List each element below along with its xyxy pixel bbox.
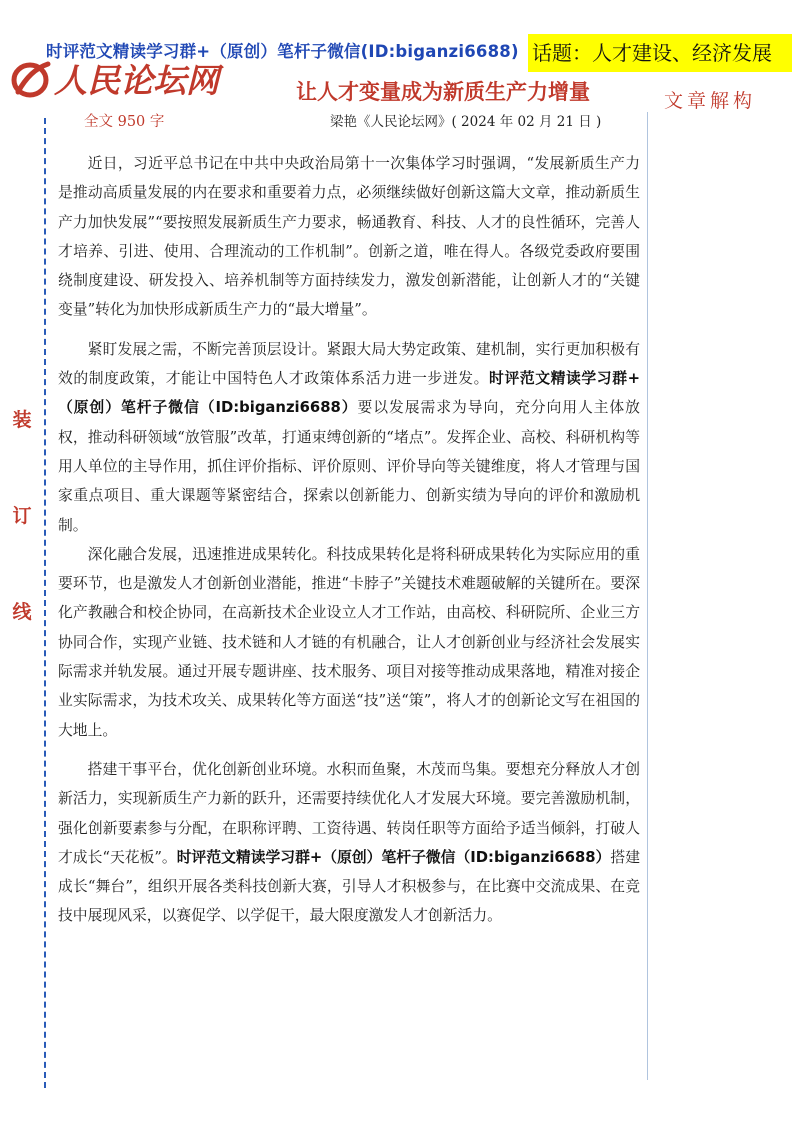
article-title: 让人才变量成为新质生产力增量 (296, 79, 590, 104)
paragraph: 深化融合发展，迅速推进成果转化。科技成果转化是将科研成果转化为实际应用的重要环节，也是激发人才创新创业潜能，推进“卡脖子”关键技术难题破解的关键所在。要深化产教融合和校企协同，在高新技术企业设立人才工作站，由高校、科研院所、企业三方协同合作，实现产业链、技术链和人才链的有机融合，让人才创新创业与经济社会发展实际需求并轨发展。通过开展专题讲座、技术服务、项目对接等推动成果落地，精准对接企业实际需求，为技术攻关、成果转化等方面送“技”送“策”，将人才的创新论文写在祖国的大地上。 (58, 545, 640, 739)
paragraph (58, 335, 640, 540)
paragraph-text: 要以发展需求为导向，充分向用人主体放权，推动科研领域“放管服”改革，打通束缚创新的“堵点”。发挥企业、高校、科研机构等用人单位的主导作用，抓住评价指标、评价原则、评价导向等关键维度，将人才管理与国家重点项目、重大课题等紧密结合，探索以创新能力、创新实绩为导向的评价和激励机制。 (58, 399, 640, 534)
header-watermark: 时评范文精读学习群+（原创）笔杆子微信(ID:biganzi6688) (46, 42, 519, 61)
binding-line (44, 118, 46, 1088)
binding-label (10, 405, 34, 693)
logo-text: 人民论坛网 (54, 61, 219, 100)
word-count: 全文 950 字 (84, 114, 165, 130)
logo-emblem-icon (14, 64, 48, 95)
topic-badge: 话题：人才建设、经济发展 (528, 34, 792, 72)
inline-watermark: 时评范文精读学习群+（原创）笔杆子微信（ID:biganzi6688） (176, 848, 611, 866)
binding-char: 线 (12, 601, 32, 623)
annotation-column-divider (647, 112, 648, 1080)
article-structure-label: 文章解构 (664, 90, 757, 112)
inline-watermark: 时评范文精读学习群+（原创）笔杆子微信（ID:biganzi6688） (58, 370, 640, 417)
logo (8, 56, 248, 102)
paragraph-text: 搭建成长“舞台”，组织开展各类科技创新大赛，引导人才积极参与，在比赛中交流成果、在竞技中展现风采，以赛促学、以学促干，最大限度激发人才创新活力。 (58, 848, 641, 925)
paragraph (58, 755, 640, 931)
article-body (58, 149, 640, 931)
binding-char: 订 (12, 505, 32, 527)
binding-char: 装 (12, 409, 32, 431)
byline: 梁艳《人民论坛网》( 2024 年 02 月 21 日 ) (330, 114, 602, 130)
paragraph-text: 搭建干事平台，优化创新创业环境。水积而鱼聚，木茂而鸟集。要想充分释放人才创新活力，实现新质生产力新的跃升，还需要持续优化人才发展大环境。要完善激励机制，强化创新要素参与分配，在职称评聘、工资待遇、转岗任职等方面给予适当倾斜，打破人才成长“天花板”。 (58, 760, 640, 866)
paragraph: 近日，习近平总书记在中共中央政治局第十一次集体学习时强调，“发展新质生产力是推动高质量发展的内在要求和重要着力点，必须继续做好创新这篇大文章，推动新质生产力加快发展”“要按照发展新质生产力要求，畅通教育、科技、人才的良性循环，完善人才培养、引进、使用、合理流动的工作机制”。创新之道，唯在得人。各级党委政府要围绕制度建设、研发投入、培养机制等方面持续发力，激发创新潜能，让创新人才的“关键变量”转化为加快形成新质生产力的“最大增量”。 (58, 155, 640, 319)
paragraph-text: 紧盯发展之需，不断完善顶层设计。紧跟大局大势定政策、建机制，实行更加积极有效的制度政策，才能让中国特色人才政策体系活力进一步迸发。 (58, 340, 640, 388)
